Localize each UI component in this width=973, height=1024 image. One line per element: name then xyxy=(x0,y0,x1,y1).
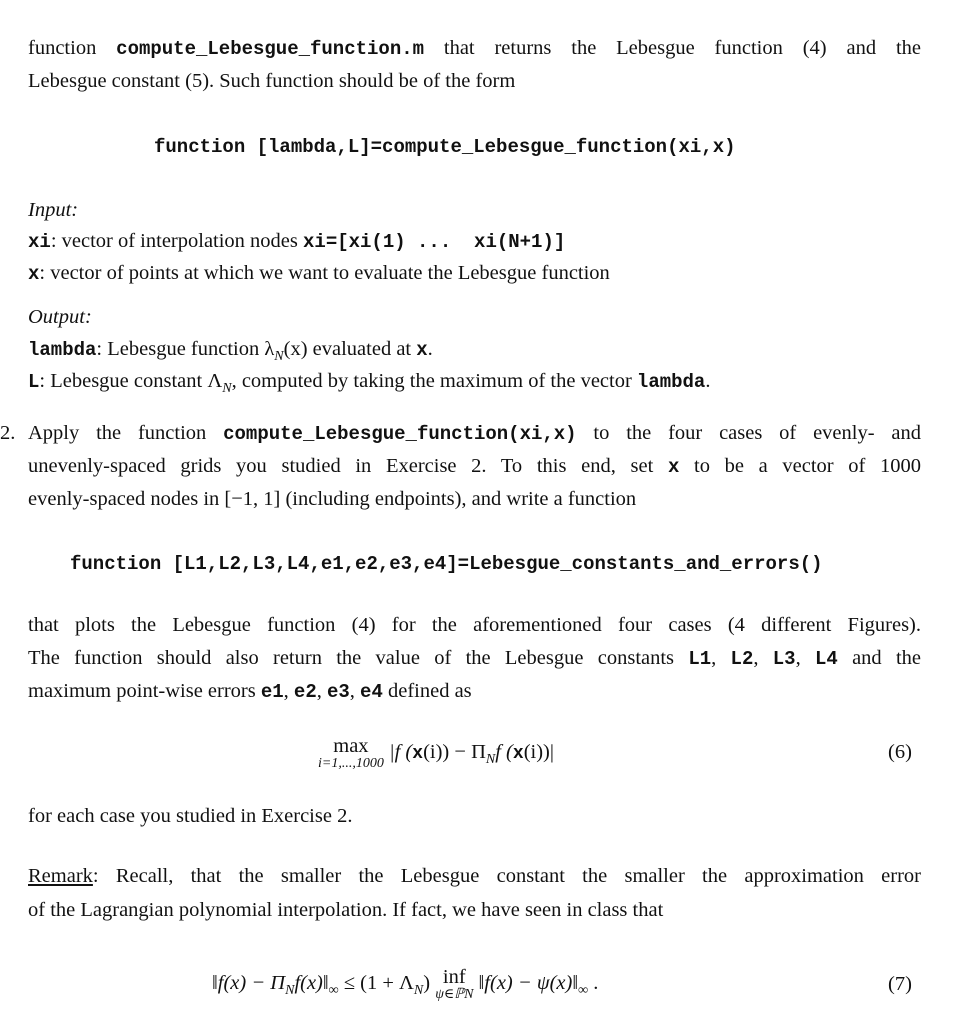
code-signature-compute: function [lambda,L]=compute_Lebesgue_function(xi,x) xyxy=(154,136,736,158)
inline-code: compute_Lebesgue_function.m xyxy=(116,38,425,60)
item-number: 2. xyxy=(0,422,16,444)
remark-line-1: Remark: Recall, that the smaller the Lebesgue constant the smaller the approximation error xyxy=(28,865,921,887)
remark-line-2: of the Lagrangian polynomial interpolation. If fact, we have seen in class that xyxy=(28,899,664,921)
intro-line-2: Lebesgue constant (5). Such function should be of the form xyxy=(28,70,516,92)
para2-line-3: maximum point-wise errors e1, e2, e3, e4 defined as xyxy=(28,680,472,703)
after-eq6-line: for each case you studied in Exercise 2. xyxy=(28,805,353,827)
output-heading: Output: xyxy=(28,306,92,328)
intro-line-1: function compute_Lebesgue_function.m that returns the Lebesgue function (4) and the xyxy=(28,37,921,60)
equation-number-6: (6) xyxy=(888,741,912,763)
item2-line-1: Apply the function compute_Lebesgue_function(xi,x) to the four cases of evenly- and xyxy=(28,422,921,445)
item2-line-3: evenly-spaced nodes in [−1, 1] (including endpoints), and write a function xyxy=(28,488,637,510)
equation-number-7: (7) xyxy=(888,973,912,995)
remark-label: Remark xyxy=(28,865,93,887)
input-x-line: x: vector of points at which we want to evaluate the Lebesgue function xyxy=(28,262,610,285)
input-xi-line: xi: vector of interpolation nodes xi=[xi(1) ... xi(N+1)] xyxy=(28,230,566,253)
para2-line-2: The function should also return the value of the Lebesgue constants L1, L2, L3, L4 and the xyxy=(28,647,922,670)
output-lambda-line: lambda: Lebesgue function $\lambda_N(x)$ evaluated at x. xyxy=(28,338,433,365)
equation-7: ‖f(x) − $\Pi_Nf(x)‖_\infty \le (1 + \Lambda_N)$ inf ψ∈ℙN ‖f(x) − $\psi(x)‖_\infty$ . xyxy=(212,966,599,1002)
code-signature-constants: function [L1,L2,L3,L4,e1,e2,e3,e4]=Lebesgue_constants_and_errors() xyxy=(70,553,823,575)
para2-line-1: that plots the Lebesgue function (4) for the aforementioned four cases (4 different Figures). xyxy=(28,614,921,636)
item2-line-2: unevenly-spaced grids you studied in Exercise 2. To this end, set x to be a vector of 1000 xyxy=(28,455,921,478)
output-L-line: L: Lebesgue constant $\Lambda_N$, computed by taking the maximum of the vector lambda. xyxy=(28,370,711,397)
equation-6: max i=1,...,1000 |f $(x(i)) - \Pi_Nf$ (x(i))| xyxy=(318,735,554,771)
input-heading: Input: xyxy=(28,199,79,221)
